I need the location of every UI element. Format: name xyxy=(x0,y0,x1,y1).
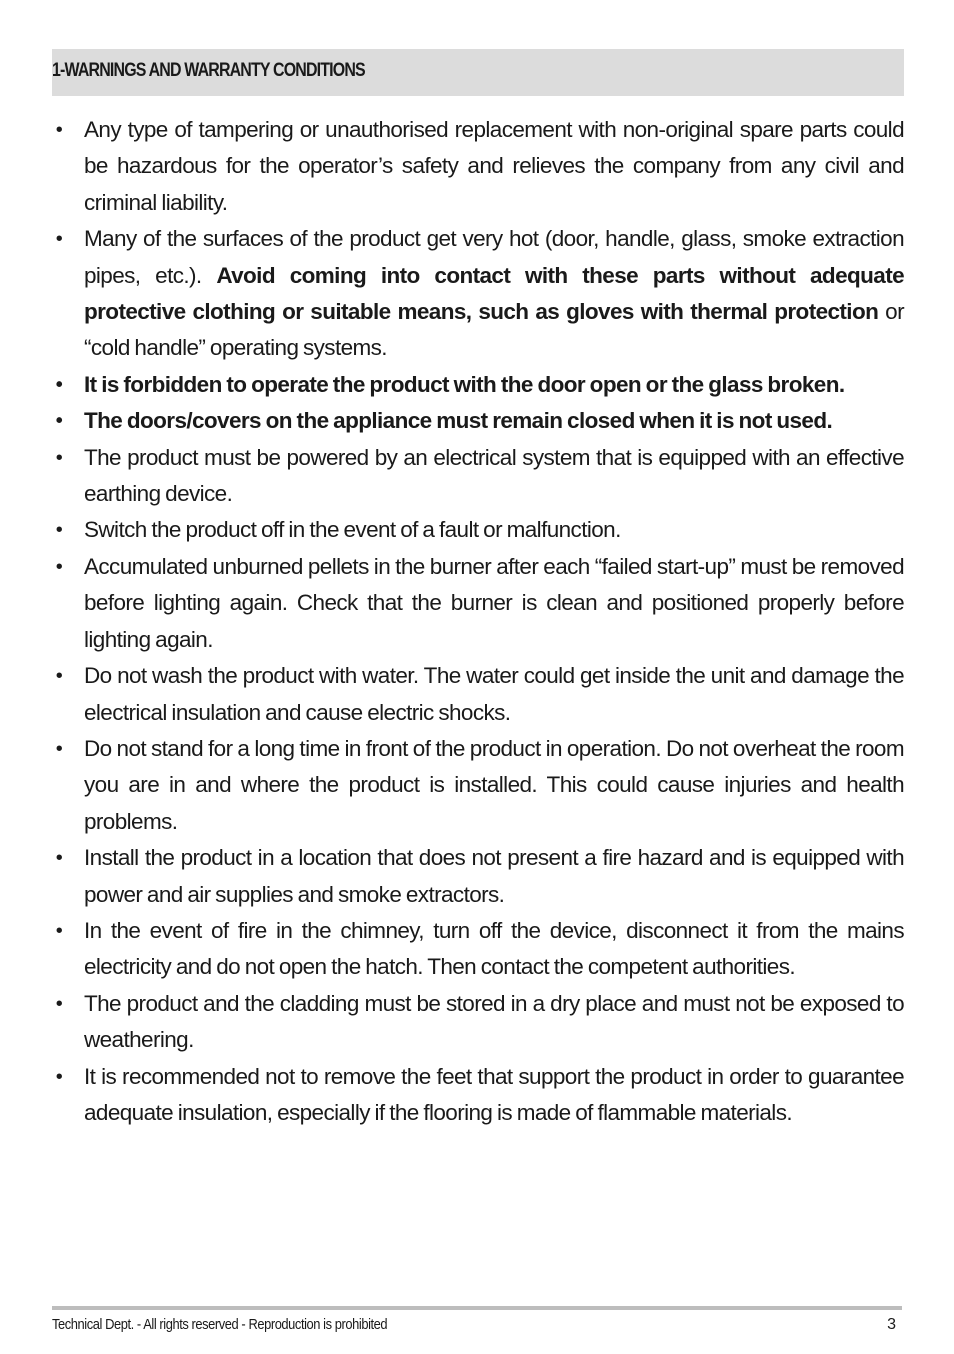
warning-text: The product and the cladding must be stored in a dry place and must not be exposed to weathering. xyxy=(84,990,904,1053)
bullet-icon: • xyxy=(55,228,63,251)
bullet-icon: • xyxy=(55,446,63,469)
bullet-icon: • xyxy=(55,519,63,542)
bullet-icon: • xyxy=(55,555,63,578)
warning-item-tampering xyxy=(52,112,904,221)
warning-text: The doors/covers on the appliance must remain closed when it is not used. xyxy=(84,408,833,434)
warning-item-storage xyxy=(52,986,904,1059)
bullet-icon: • xyxy=(55,119,63,141)
footer-copyright: Technical Dept. - All rights reserved - Reproduction is prohibited xyxy=(52,1316,388,1333)
warning-text: It is recommended not to remove the feet that support the product in order to guarantee adequate insulation, especially if the flooring is made of flammable materials. xyxy=(84,1063,904,1125)
bullet-icon: • xyxy=(55,665,63,688)
warnings-content xyxy=(52,112,904,1131)
bullet-icon: • xyxy=(55,919,63,942)
section-header-bar xyxy=(52,49,904,96)
warning-text-post: or “cold handle” operating systems. xyxy=(84,299,904,361)
warning-item-overheat xyxy=(52,731,904,840)
warning-item-location xyxy=(52,840,904,913)
warning-item-switch-off xyxy=(52,512,904,548)
warning-text: It is forbidden to operate the product with the door open or the glass broken. xyxy=(84,371,845,397)
warning-text: In the event of fire in the chimney, turn off the device, disconnect it from the mains electricity and do not open the hatch. Then contact the competent authorities. xyxy=(84,917,904,980)
page-number: 3 xyxy=(887,1316,896,1333)
bullet-icon: • xyxy=(55,373,63,396)
warning-text: Do not stand for a long time in front of the product in operation. Do not overheat the room you are in and where the product is installed. This could cause injuries and health problems. xyxy=(84,735,904,834)
warning-text-emphasis: Avoid coming into contact with these parts without adequate protective clothing or suitable means, such as gloves with thermal protection xyxy=(84,262,904,325)
bullet-icon: • xyxy=(55,410,63,433)
warning-text: Accumulated unburned pellets in the burner after each “failed start-up” must be removed before lighting again. Check that the burner is clean and positioned properly before lighting again. xyxy=(84,553,904,652)
warning-text: The product must be powered by an electrical system that is equipped with an effective earthing device. xyxy=(84,444,904,507)
bullet-icon: • xyxy=(55,1065,63,1088)
bullet-icon: • xyxy=(55,737,63,760)
warning-item-earthing xyxy=(52,440,904,513)
warning-item-hot-surfaces xyxy=(52,221,904,367)
warning-item-feet xyxy=(52,1059,904,1132)
warning-item-door-open xyxy=(52,367,904,403)
warning-text-pre: Many of the surfaces of the product get very hot (door, handle, glass, smoke extraction pipes, etc.). xyxy=(84,226,904,288)
warning-text: Do not wash the product with water. The water could get inside the unit and damage the electrical insulation and cause electric shocks. xyxy=(84,663,904,725)
bullet-icon: • xyxy=(55,992,63,1015)
warning-text: Switch the product off in the event of a fault or malfunction. xyxy=(84,517,621,543)
warning-item-doors-closed xyxy=(52,403,904,439)
warning-text: Any type of tampering or unauthorised replacement with non-original spare parts could be hazardous for the operator’s safety and relieves the company from any civil and criminal liability. xyxy=(84,117,904,215)
warning-item-no-water xyxy=(52,658,904,731)
bullet-icon: • xyxy=(55,847,63,870)
warning-item-chimney-fire xyxy=(52,913,904,986)
section-title: 1-WARNINGS AND WARRANTY CONDITIONS xyxy=(52,60,365,81)
warning-item-unburned-pellets xyxy=(52,549,904,658)
warnings-list xyxy=(52,112,904,1131)
footer-divider xyxy=(52,1306,902,1310)
warning-text: Install the product in a location that does not present a fire hazard and is equipped with power and air supplies and smoke extractors. xyxy=(84,845,904,907)
